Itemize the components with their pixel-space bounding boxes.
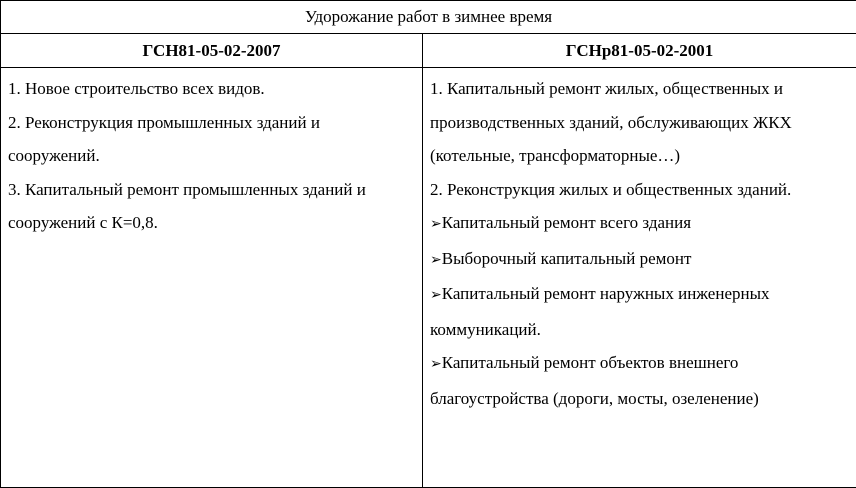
column-header-gsnr: ГСНр81-05-02-2001 <box>423 34 856 68</box>
bullet-item <box>430 346 848 382</box>
left-line: сооружений. <box>8 146 100 165</box>
table-title: Удорожание работ в зимнее время <box>1 1 856 34</box>
left-line: 3. Капитальный ремонт промышленных зданий и <box>8 179 366 199</box>
left-line: 1. Новое строительство всех видов. <box>8 79 265 98</box>
left-line: 2. Реконструкция промышленных зданий и <box>8 112 320 132</box>
bullet-text: Капитальный ремонт всего здания <box>441 213 692 232</box>
title-row <box>1 1 856 34</box>
right-line: 2. Реконструкция жилых и общественных зданий. <box>430 179 792 199</box>
right-column-content <box>423 68 856 488</box>
bullet-continuation: коммуникаций. <box>430 319 541 339</box>
arrow-bullet-icon: ➢ <box>430 356 442 372</box>
arrow-bullet-icon: ➢ <box>430 251 442 268</box>
bullet-item <box>430 206 848 242</box>
bullet-text: Выборочный капитальный ремонт <box>441 248 692 268</box>
left-column-content <box>1 68 423 488</box>
right-line: (котельные, трансформаторные…) <box>430 146 681 165</box>
arrow-bullet-icon: ➢ <box>430 287 442 303</box>
bullet-continuation: благоустройства (дороги, мосты, озеленение) <box>430 388 759 408</box>
column-header-gsn: ГСН81-05-02-2007 <box>1 34 423 68</box>
arrow-bullet-icon: ➢ <box>430 216 442 232</box>
bullet-text: Капитальный ремонт наружных инженерных <box>441 284 770 303</box>
left-line: сооружений с К=0,8. <box>8 213 158 232</box>
content-row <box>1 68 856 488</box>
right-line: 1. Капитальный ремонт жилых, общественных и <box>430 79 784 98</box>
right-line: производственных зданий, обслуживающих ЖКХ <box>430 112 792 132</box>
bullet-item <box>430 277 848 313</box>
header-row <box>1 34 856 68</box>
bullet-item <box>430 242 848 278</box>
bullet-text: Капитальный ремонт объектов внешнего <box>441 353 739 372</box>
